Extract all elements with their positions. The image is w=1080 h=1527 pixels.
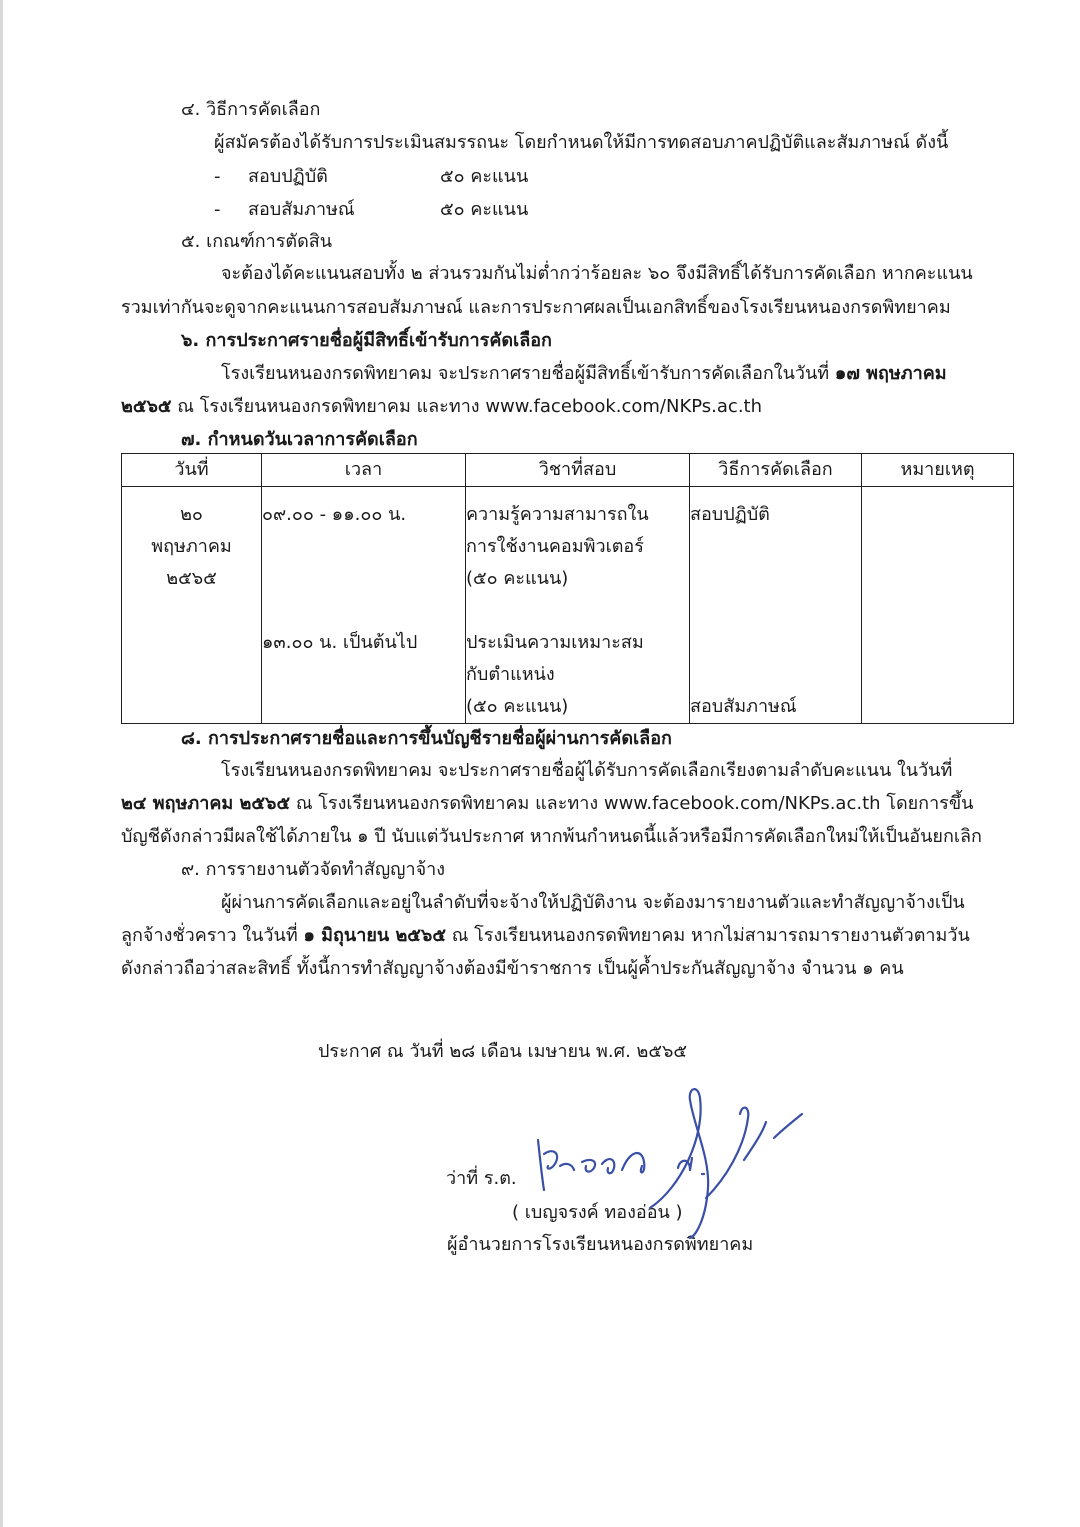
section5-line2: รวมเท่ากันจะดูจากคะแนนการสอบสัมภาษณ์ และการประกาศผลเป็นเอกสิทธิ์ของโรงเรียนหนองกรดพิทยาคม [121, 297, 951, 318]
date-month: พฤษภาคม [151, 536, 232, 557]
section9-line2-start: ลูกจ้างชั่วคราว ในวันที่ [121, 925, 298, 946]
date-cell [122, 487, 262, 724]
section6-line1-text: โรงเรียนหนองกรดพิทยาคม จะประกาศรายชื่อผู้มีสิทธิ์เข้ารับการคัดเลือกในวันที่ [221, 363, 830, 384]
subject-cell [466, 487, 690, 724]
method-2: สอบสัมภาษณ์ [690, 696, 797, 717]
time-slot-2: ๑๓.๐๐ น. เป็นต้นไป [262, 632, 418, 653]
section4-intro: ผู้สมัครต้องได้รับการประเมินสมรรถนะ โดยกำหนดให้มีการทดสอบภาคปฏิบัติและสัมภาษณ์ ดังนี้ [214, 132, 949, 153]
section8-heading: ๘. การประกาศรายชื่อและการขึ้นบัญชีรายชื่อผู้ผ่านการคัดเลือก [181, 728, 672, 749]
scan-edge [0, 0, 3, 1527]
date-day: ๒๐ [180, 504, 203, 525]
header-subject: วิชาที่สอบ [466, 454, 690, 487]
section5-line1: จะต้องได้คะแนนสอบทั้ง ๒ ส่วนรวมกันไม่ต่ำกว่าร้อยละ ๖๐ จึงมีสิทธิ์ได้รับการคัดเลือก หากคะแนน [221, 263, 973, 284]
section6-line2 [121, 395, 762, 419]
section6-heading: ๖. การประกาศรายชื่อผู้มีสิทธิ์เข้ารับการคัดเลือก [181, 330, 552, 351]
section8-line2-text: ณ โรงเรียนหนองกรดพิทยาคม และทาง www.facebook.com/NKPs.ac.th โดยการขึ้น [295, 793, 974, 814]
item-score: ๕๐ คะแนน [440, 166, 529, 187]
subject-2-line2: กับตำแหน่ง [466, 664, 555, 685]
method-cell [690, 487, 862, 724]
subject-2-line1: ประเมินความเหมาะสม [466, 632, 644, 653]
table-header-row [122, 454, 1014, 487]
header-note: หมายเหตุ [862, 454, 1014, 487]
date-year: ๒๕๖๕ [166, 568, 217, 589]
section9-line3: ดังกล่าวถือว่าสละสิทธิ์ ทั้งนี้การทำสัญญาจ้างต้องมีข้าราชการ เป็นผู้ค้ำประกันสัญญาจ้าง จำนวน ๑ คน [121, 958, 904, 979]
section5-heading: ๕. เกณฑ์การตัดสิน [181, 231, 333, 252]
signer-name: ( เบญจรงค์ ทองอ่อน ) [512, 1202, 683, 1223]
handwritten-signature [530, 1078, 820, 1246]
section6-line2-text: ณ โรงเรียนหนองกรดพิทยาคม และทาง www.facebook.com/NKPs.ac.th [177, 396, 763, 417]
item-score: ๕๐ คะแนน [440, 199, 529, 220]
time-slot-1: ๐๙.๐๐ - ๑๑.๐๐ น. [262, 504, 407, 525]
section8-line2 [121, 792, 973, 816]
header-method: วิธีการคัดเลือก [690, 454, 862, 487]
header-date: วันที่ [122, 454, 262, 487]
section6-line1 [221, 362, 947, 386]
signer-title: ผู้อำนวยการโรงเรียนหนองกรดพิทยาคม [447, 1234, 754, 1255]
header-time: เวลา [262, 454, 466, 487]
section4-heading: ๔. วิธีการคัดเลือก [181, 99, 321, 120]
list-bullet: - [214, 199, 221, 220]
acting-rank: ว่าที่ ร.ต. [446, 1168, 517, 1189]
list-bullet: - [214, 166, 221, 187]
subject-1-line1: ความรู้ความสามารถใน [466, 504, 649, 525]
subject-2-line3: (๕๐ คะแนน) [466, 696, 569, 717]
section9-date-bold: ๑ มิถุนายน ๒๕๖๕ [303, 925, 446, 946]
section6-year-bold: ๒๕๖๕ [121, 396, 172, 417]
subject-1-line3: (๕๐ คะแนน) [466, 568, 569, 589]
section9-heading: ๙. การรายงานตัวจัดทำสัญญาจ้าง [181, 859, 446, 880]
section9-line1: ผู้ผ่านการคัดเลือกและอยู่ในลำดับที่จะจ้างให้ปฏิบัติงาน จะต้องมารายงานตัวและทำสัญญาจ้างเป็น [221, 892, 965, 913]
announcement-date: ประกาศ ณ วันที่ ๒๘ เดือน เมษายน พ.ศ. ๒๕๖๕ [318, 1041, 688, 1062]
section9-line2-end: ณ โรงเรียนหนองกรดพิทยาคม หากไม่สามารถมารายงานตัวตามวัน [451, 925, 970, 946]
section4-item-practical [214, 165, 529, 189]
item-name: สอบปฏิบัติ [248, 166, 328, 187]
time-cell [262, 487, 466, 724]
section4-item-interview [214, 198, 529, 222]
item-name: สอบสัมภาษณ์ [248, 199, 355, 220]
note-cell [862, 487, 1014, 724]
section8-line1: โรงเรียนหนองกรดพิทยาคม จะประกาศรายชื่อผู้ได้รับการคัดเลือกเรียงตามลำดับคะแนน ในวันที่ [221, 760, 953, 781]
section8-line3: บัญชีดังกล่าวมีผลใช้ได้ภายใน ๑ ปี นับแต่วันประกาศ หากพ้นกำหนดนี้แล้วหรือมีการคัดเลือกใหม่ให้เป็นอันยกเลิก [121, 826, 982, 847]
table-row [122, 487, 1014, 724]
schedule-table [121, 453, 1014, 724]
method-1: สอบปฏิบัติ [690, 504, 770, 525]
section7-heading: ๗. กำหนดวันเวลาการคัดเลือก [181, 429, 418, 450]
section9-line2 [121, 924, 970, 948]
subject-1-line2: การใช้งานคอมพิวเตอร์ [466, 536, 644, 557]
section6-date-bold: ๑๗ พฤษภาคม [834, 363, 947, 384]
section8-date-bold: ๒๔ พฤษภาคม ๒๕๖๕ [121, 793, 291, 814]
